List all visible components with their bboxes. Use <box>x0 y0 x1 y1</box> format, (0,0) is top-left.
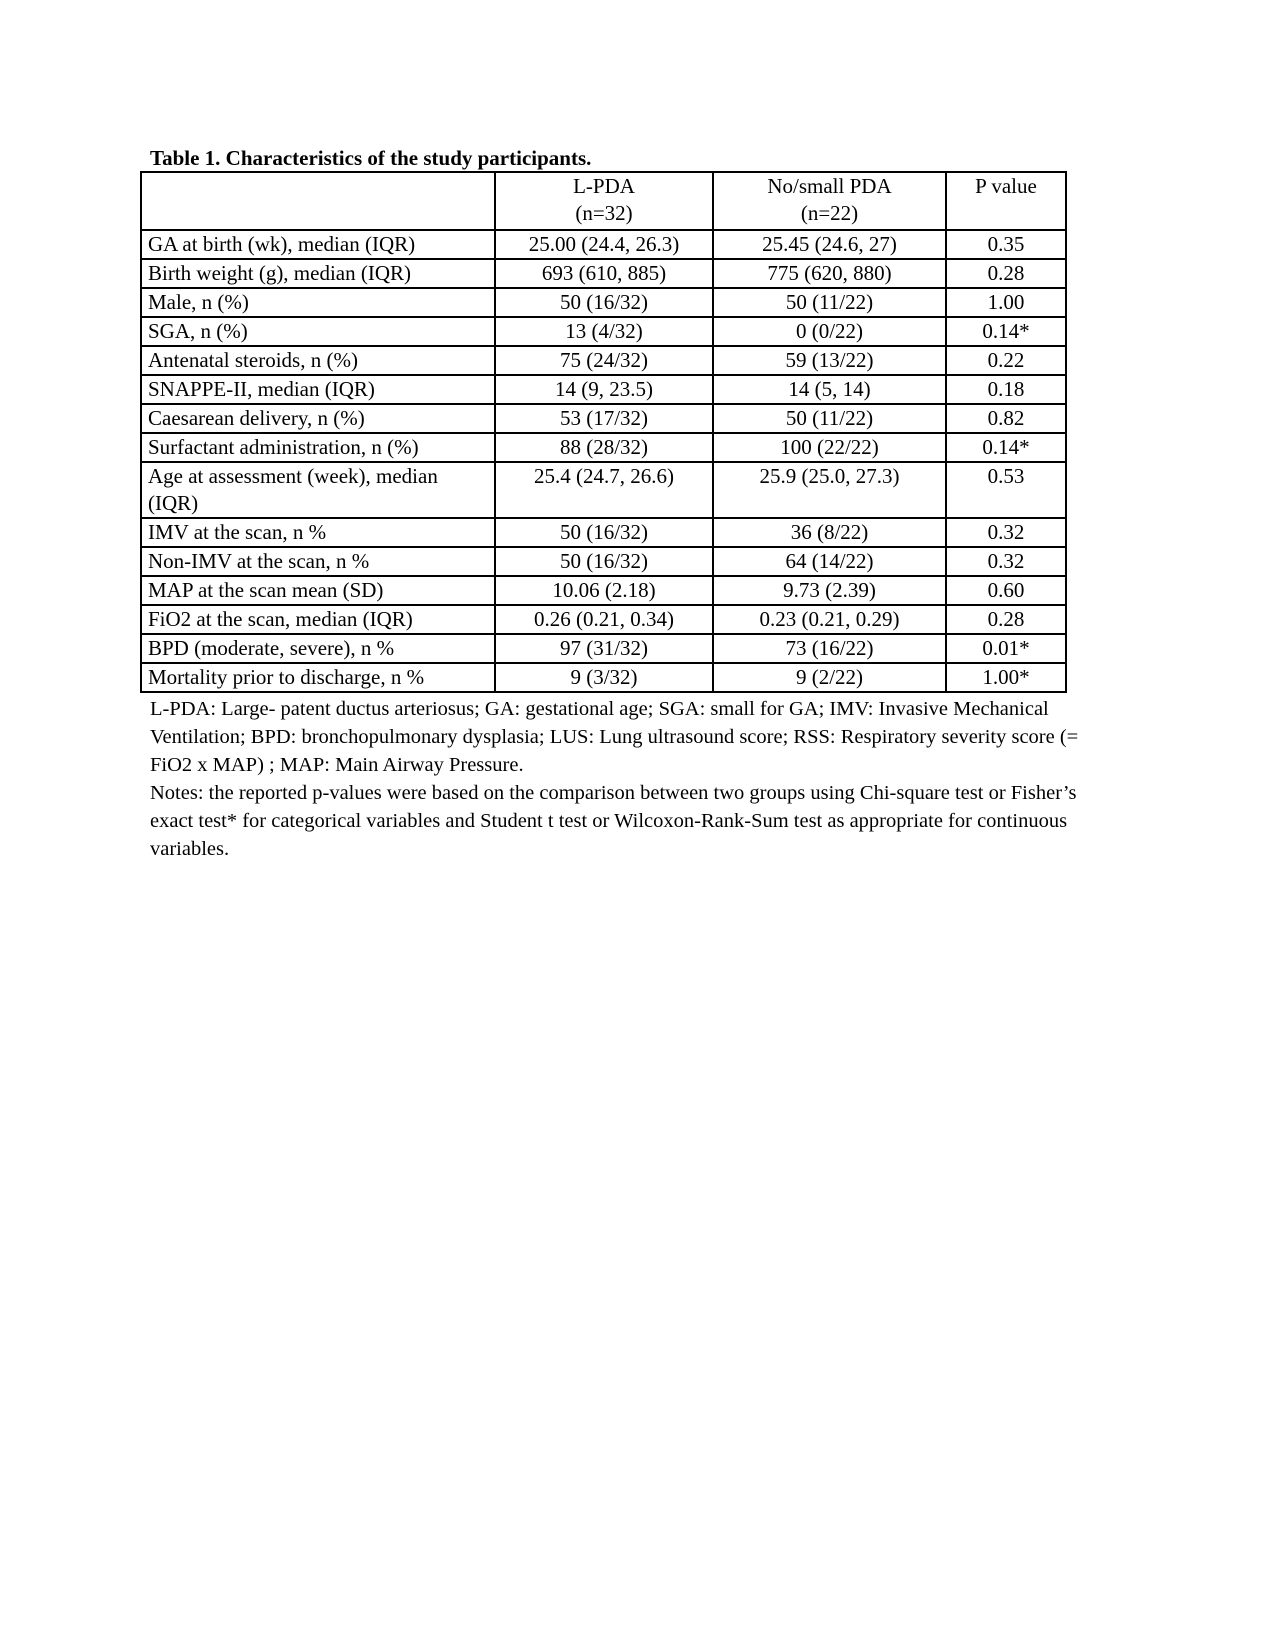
header-p-value-label: P value <box>975 174 1037 198</box>
value-cell: 50 (16/32) <box>495 547 713 576</box>
row-label-cell: IMV at the scan, n % <box>141 518 495 547</box>
p-value-cell: 0.18 <box>946 375 1066 404</box>
row-label-cell: Mortality prior to discharge, n % <box>141 663 495 692</box>
row-label-cell: Male, n (%) <box>141 288 495 317</box>
table-header-row <box>141 172 1066 230</box>
p-value-cell: 0.22 <box>946 346 1066 375</box>
p-value-cell: 0.14* <box>946 433 1066 462</box>
header-cell-p-value <box>946 172 1066 230</box>
p-value-cell: 0.32 <box>946 547 1066 576</box>
table-row <box>141 547 1066 576</box>
table-caption: Table 1. Characteristics of the study participants. <box>150 146 592 170</box>
value-cell: 100 (22/22) <box>713 433 946 462</box>
row-label-cell: BPD (moderate, severe), n % <box>141 634 495 663</box>
p-value-cell: 0.14* <box>946 317 1066 346</box>
p-value-cell: 1.00 <box>946 288 1066 317</box>
table-row <box>141 663 1066 692</box>
value-cell: 97 (31/32) <box>495 634 713 663</box>
value-cell: 53 (17/32) <box>495 404 713 433</box>
value-cell: 50 (11/22) <box>713 288 946 317</box>
table-row <box>141 288 1066 317</box>
p-value-cell: 0.35 <box>946 230 1066 259</box>
value-cell: 64 (14/22) <box>713 547 946 576</box>
p-value-cell: 0.60 <box>946 576 1066 605</box>
value-cell: 9 (3/32) <box>495 663 713 692</box>
p-value-cell: 0.01* <box>946 634 1066 663</box>
value-cell: 59 (13/22) <box>713 346 946 375</box>
row-label-cell: Caesarean delivery, n (%) <box>141 404 495 433</box>
value-cell: 0 (0/22) <box>713 317 946 346</box>
table-row <box>141 605 1066 634</box>
value-cell: 14 (5, 14) <box>713 375 946 404</box>
table-row <box>141 462 1066 518</box>
table-row <box>141 317 1066 346</box>
row-label-cell: Antenatal steroids, n (%) <box>141 346 495 375</box>
row-label-cell: FiO2 at the scan, median (IQR) <box>141 605 495 634</box>
value-cell: 88 (28/32) <box>495 433 713 462</box>
row-label-cell: Birth weight (g), median (IQR) <box>141 259 495 288</box>
table-row <box>141 259 1066 288</box>
value-cell: 9.73 (2.39) <box>713 576 946 605</box>
document-page <box>140 146 1100 863</box>
row-label-cell: Age at assessment (week), median (IQR) <box>141 462 495 518</box>
value-cell: 36 (8/22) <box>713 518 946 547</box>
row-label-cell: MAP at the scan mean (SD) <box>141 576 495 605</box>
p-value-cell: 0.82 <box>946 404 1066 433</box>
header-cell-empty <box>141 172 495 230</box>
value-cell: 25.45 (24.6, 27) <box>713 230 946 259</box>
p-value-cell: 0.32 <box>946 518 1066 547</box>
row-label-cell: Non-IMV at the scan, n % <box>141 547 495 576</box>
value-cell: 25.00 (24.4, 26.3) <box>495 230 713 259</box>
value-cell: 0.26 (0.21, 0.34) <box>495 605 713 634</box>
table-row <box>141 375 1066 404</box>
p-value-cell: 0.53 <box>946 462 1066 518</box>
header-nosmall-n: (n=22) <box>800 201 859 225</box>
table-row <box>141 576 1066 605</box>
footnote-abbreviations: L-PDA: Large- patent ductus arteriosus; GA: gestational age; SGA: small for GA; IMV: Invasive Mechanical Ventilation; BPD: bronchopulmonary dysplasia; LUS: Lung ultrasound score; RSS: Respiratory severity score (= FiO2 x MAP) ; MAP: Main Airway Pressure. <box>150 698 1079 776</box>
footnote-notes: Notes: the reported p-values were based on the comparison between two groups using Chi-square test or Fisher’s exact test* for categorical variables and Student t test or Wilcoxon-Rank-Sum test as appropriate for continuous variables. <box>150 782 1077 860</box>
row-label-cell: GA at birth (wk), median (IQR) <box>141 230 495 259</box>
header-nosmall-label: No/small PDA <box>767 174 892 198</box>
value-cell: 693 (610, 885) <box>495 259 713 288</box>
table-row <box>141 346 1066 375</box>
row-label-cell: Surfactant administration, n (%) <box>141 433 495 462</box>
p-value-cell: 1.00* <box>946 663 1066 692</box>
value-cell: 13 (4/32) <box>495 317 713 346</box>
value-cell: 10.06 (2.18) <box>495 576 713 605</box>
table-row <box>141 634 1066 663</box>
table-row <box>141 433 1066 462</box>
header-lpda-n: (n=32) <box>575 201 633 225</box>
value-cell: 50 (16/32) <box>495 518 713 547</box>
table-footnote <box>150 695 1100 863</box>
p-value-cell: 0.28 <box>946 605 1066 634</box>
characteristics-table <box>140 171 1067 693</box>
value-cell: 73 (16/22) <box>713 634 946 663</box>
value-cell: 25.4 (24.7, 26.6) <box>495 462 713 518</box>
table-row <box>141 230 1066 259</box>
row-label-cell: SNAPPE-II, median (IQR) <box>141 375 495 404</box>
header-cell-nosmall-pda <box>713 172 946 230</box>
header-cell-lpda <box>495 172 713 230</box>
value-cell: 50 (11/22) <box>713 404 946 433</box>
p-value-cell: 0.28 <box>946 259 1066 288</box>
row-label-cell: SGA, n (%) <box>141 317 495 346</box>
value-cell: 0.23 (0.21, 0.29) <box>713 605 946 634</box>
value-cell: 50 (16/32) <box>495 288 713 317</box>
value-cell: 25.9 (25.0, 27.3) <box>713 462 946 518</box>
table-row <box>141 518 1066 547</box>
table-row <box>141 404 1066 433</box>
header-lpda-label: L-PDA <box>573 174 635 198</box>
value-cell: 14 (9, 23.5) <box>495 375 713 404</box>
value-cell: 775 (620, 880) <box>713 259 946 288</box>
value-cell: 75 (24/32) <box>495 346 713 375</box>
value-cell: 9 (2/22) <box>713 663 946 692</box>
